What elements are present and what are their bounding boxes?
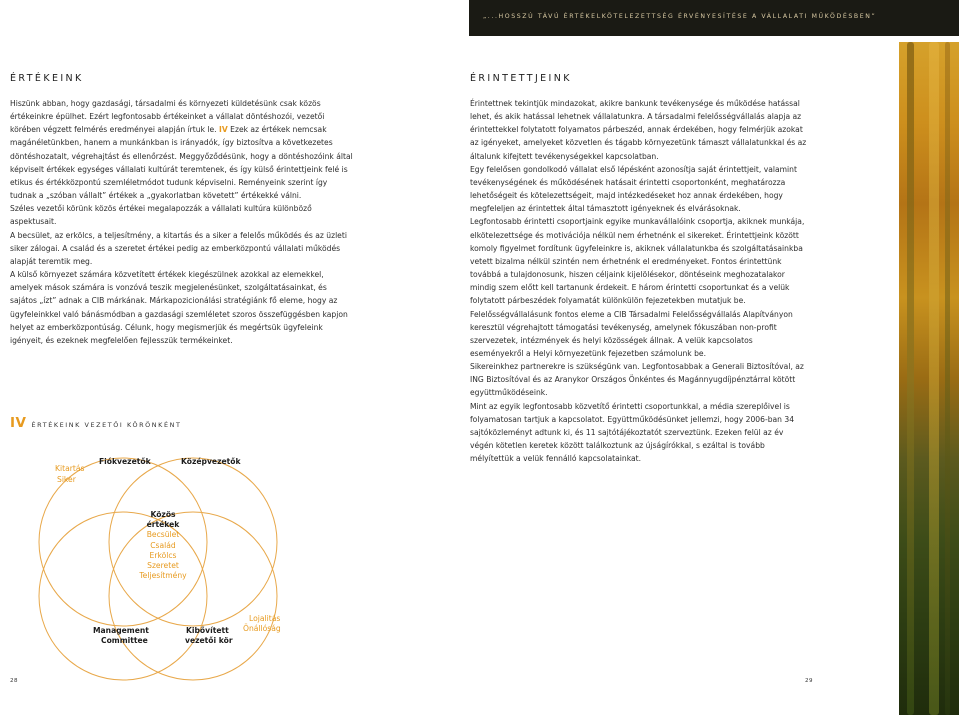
stakeholders-paragraph-6: Mint az egyik legfontosabb közvetítő érintetti csoportunkkal, a média szereplőivel is folyamatosan tartjuk a kapcsolatot. Együttműködésünket jellemzi, hogy 2006-ban 34 sajtóközleményt adtunk ki, és 11 sajtótájékoztatót szerveztünk. Ezeken felül az év végén kötetlen keretek között találkoztunk az újságírókkal, s ezáltal is tovább mélyítettük a velük fennálló kapcsolatainkat. <box>470 401 795 464</box>
stakeholders-paragraph-2: Egy felelősen gondolkodó vállalat első lépésként azonosítja saját érintettjeit, valamint tevékenységének és működésének hatásait érintetti csoportonként, meghatározza lehetőségeit és kötelezettségeit, majd intézkedéseket hoz annak érdekében, hogy megfeleljen az érintettek által támasztott igényeknek és elvárásoknak. <box>470 164 797 214</box>
figure-heading <box>10 415 181 431</box>
stakeholders-paragraph-5: Sikereinkhez partnerekre is szükségünk van. Legfontosabbak a Generali Biztosítóval, az ING Biztosítóval és az Aranykor Országos Önkéntes és Magánnyugdíjpénztárral kötött együttműködéseink. <box>470 362 804 398</box>
common-values-title-line2: értékek <box>146 520 180 530</box>
values-paragraph-2: Széles vezetői körünk közös értékei megalapozzák a vállalati kultúra különböző aspektusait. <box>10 204 312 227</box>
value-siker: Siker <box>57 475 76 484</box>
label-fiokvezetok: Fiókvezetők <box>99 457 151 466</box>
figure-number: IV <box>10 415 27 431</box>
common-value-item: Teljesítmény <box>139 571 187 581</box>
common-value-item: Erkölcs <box>149 550 177 560</box>
top-banner <box>469 0 959 36</box>
stakeholders-paragraph-4: Felelősségvállalásunk fontos eleme a CIB Társadalmi Felelősségvállalás Alapítványon keresztül végrehajtott támogatási tevékenység, amelynek fókuszában non-profit szervezetek, intézmények és helyi közösségek állnak. A velük kapcsolatos eseményekről a Helyi környezetünk fejezetben számolunk be. <box>470 309 793 358</box>
common-value-item: Család <box>150 540 176 550</box>
label-kibovitett-line1: Kibővített <box>186 626 229 635</box>
label-management-line2: Committee <box>101 636 148 645</box>
common-values-title-line1: Közös <box>150 510 176 519</box>
values-text <box>10 97 354 347</box>
grass-photo-strip <box>899 42 959 715</box>
values-heading: ÉRTÉKEINK <box>10 73 84 84</box>
common-value-item: Szeretet <box>147 561 179 571</box>
figure-ref-marker: IV <box>219 125 228 135</box>
stakeholders-heading: ÉRINTETTJEINK <box>470 73 572 84</box>
stakeholders-text <box>470 97 808 465</box>
common-value-item: Becsület <box>146 530 180 540</box>
value-onallosag: Önállóság <box>243 624 281 633</box>
label-management-line1: Management <box>93 626 149 635</box>
figure-title: ÉRTÉKEINK VEZETŐI KÖRÖNKÉNT <box>31 421 182 429</box>
banner-text: „...HOSSZÚ TÁVÚ ÉRTÉKELKÖTELEZETTSÉG ÉRVÉNYESÍTÉSE A VÁLLALATI MŰKÖDÉSBEN” <box>483 13 877 20</box>
stakeholders-paragraph-3: Legfontosabb érintetti csoportjaink egyike munkavállalóink csoportja, akiknek munkája, elkötelezettsége és motivációja nélkül nem érhetnénk el sikereket. Érintettjeink között komoly figyelmet fordítunk ügyfeleinkre is, akiknek vállalatunkba és szolgáltatásainkba vetett bizalma nélkül szintén nem érhetnénk el eredményeket. Fontos érintettünk továbbá a tulajdonosunk, hiszen céljaink kijelölésekor, döntéseink meghozatalakor mindig szem előtt kell tartanunk érdekeit. E három érintetti csoportunkat és a velük folytatott párbeszédek folyamatát különkülön fejezetekben mutatjuk be. <box>470 217 805 306</box>
page-number-left: 28 <box>10 678 18 684</box>
common-values <box>128 510 198 581</box>
values-paragraph-1: Hiszünk abban, hogy gazdasági, társadalmi és környezeti küldetésünk csak közös értékeinkre épülhet. Ezért legfontosabb értékeinket a vállalat döntéshozói, vezetői körében végzett felmérés eredményei alapján írtuk le. IV Ezek az értékek nemcsak magánéletünkben, hanem a munkánkban is irányadók, így biztosítva a következetes döntéshozatalt, végrehajtást és ellenőrzést. Meggyőződésünk, hogy a döntéshozóink által képviselt értékek egységes vállalati kultúrát teremtenek, és így külső érintettjeink felé is etikus és értékközpontú szemléletmódot tudunk képviselni. Reményeink szerint így tudnak a „szóban vállalt” értékek a „gyakorlatban követett” értékekké válni. <box>10 99 353 201</box>
page-number-right: 29 <box>805 678 813 684</box>
stakeholders-paragraph-1: Érintettnek tekintjük mindazokat, akikre bankunk tevékenysége és működése hatással lehet, és akik hatással lehetnek vállalatunkra. A társadalmi felelősségvállalás alapja az érintettekkel folytatott folyamatos párbeszéd, annak érdekében, hogy felmérjük azokat az igényeket, amelyeket közvetlen és tágabb környezetünk támaszt vállalatunkkal és az általunk kifejtett tevékenységekkel kapcsolatban. <box>470 99 807 161</box>
values-paragraph-3: A becsület, az erkölcs, a teljesítmény, a kitartás és a siker a felelős működés és az üzleti siker zálogai. A család és a szeretet értékei pedig az emberközpontú vállalati működés alapját teremtik meg. <box>10 230 347 266</box>
values-paragraph-4: A külső környezet számára közvetített értékek kiegészülnek azokkal az elemekkel, amelyek mások számára is vonzóvá teszik megjelenésünket, szolgáltatásainkat, és sajátos „ízt” adnak a CIB márkának. Márkapozicionálási stratégiánk fő eleme, hogy az ügyfeleinkkel való bánásmódban a gazdasági szemléletet szoros összefüggésben kapjon helyet az emberközpontúság. Célunk, hogy megismerjük és megértsük ügyfeleink igényeit, és ezeknek megfelelően fejlesszük termékeinket. <box>10 270 348 345</box>
label-kibovitett-line2: vezetői kör <box>185 636 233 645</box>
value-kitartas: Kitartás <box>55 464 85 473</box>
value-lojalitas: Lojalitás <box>249 614 281 623</box>
label-kozepvezetok: Középvezetők <box>181 457 241 466</box>
